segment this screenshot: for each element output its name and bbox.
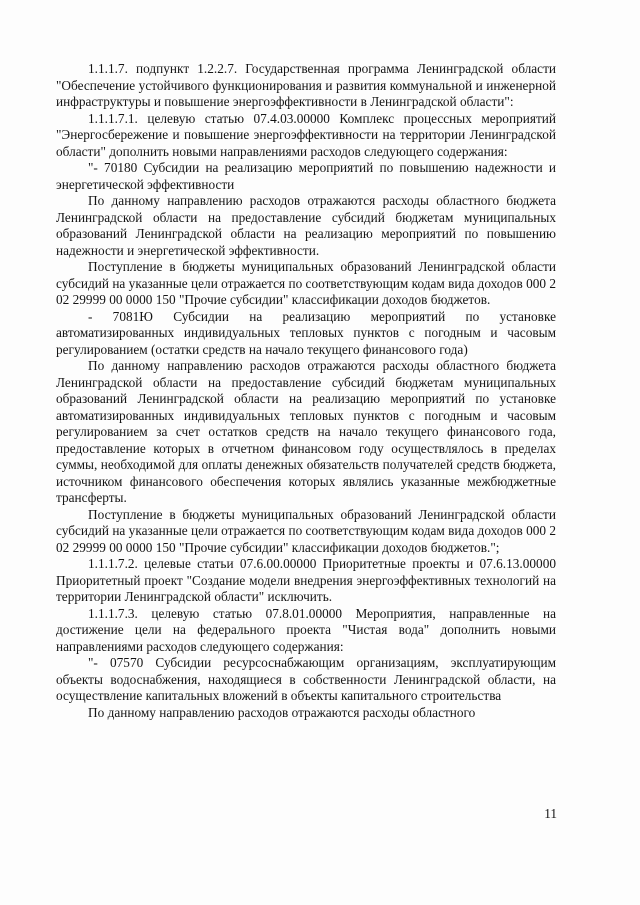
- paragraph-7081-title: - 7081Ю Субсидии на реализацию мероприятий по установке автоматизированных индивидуальных тепловых пунктов с погодным и часовым регулированием (остатки средств на начало текущего финансового года): [56, 308, 556, 357]
- paragraph-07570-title: "- 07570 Субсидии ресурсоснабжающим организациям, эксплуатирующим объекты водоснабжения, находящиеся в собственности Ленинградской области, на осуществление капитальных вложений в объекты капитального строительства: [56, 655, 556, 703]
- paragraph-1-1-1-7-3: 1.1.1.7.3. целевую статью 07.8.01.00000 Мероприятия, направленные на достижение цели на федерального проекта "Чистая вода" дополнить новыми направлениями расходов следующего содержания:: [56, 605, 556, 654]
- paragraph-1-1-1-7-2: 1.1.1.7.2. целевые статьи 07.6.00.00000 Приоритетные проекты и 07.6.13.00000 Приоритетный проект "Создание модели внедрения энергоэффективных технологий на территории Ленинградской области" исключить.: [56, 556, 556, 604]
- document-body: [56, 61, 556, 721]
- paragraph-07570-description: По данному направлению расходов отражаются расходы областного: [88, 704, 476, 720]
- paragraph-7081-description: По данному направлению расходов отражаются расходы областного бюджета Ленинградской области на предоставление субсидий бюджетам муниципальных образований Ленинградской области на реализацию мероприятий по установке автоматизированных индивидуальных тепловых пунктов с погодным и часовым регулированием за счет остатков средств на начало текущего финансового года, предоставление которых в отчетном финансовом году осуществлялось в пределах суммы, необходимой для оплаты денежных обязательств получателей средств бюджета, источником финансового обеспечения которых являлись указанные межбюджетные трансферты.: [56, 358, 556, 505]
- page-number: 11: [544, 806, 557, 821]
- paragraph-1-1-1-7: 1.1.1.7. подпункт 1.2.2.7. Государственная программа Ленинградской области "Обеспечение устойчивого функционирования и развития коммунальной и инженерной инфраструктуры и повышение энергоэффективности в Ленинградской области":: [56, 61, 556, 109]
- paragraph-70180-title: "- 70180 Субсидии на реализацию мероприятий по повышению надежности и энергетической эффективности: [56, 160, 556, 192]
- paragraph-70180-description: По данному направлению расходов отражаются расходы областного бюджета Ленинградской области на предоставление субсидий бюджетам муниципальных образований Ленинградской области на реализацию мероприятий по повышению надежности и энергетической эффективности.: [56, 193, 556, 258]
- paragraph-70180-revenue: Поступление в бюджеты муниципальных образований Ленинградской области субсидий на указанные цели отражается по соответствующим кодам вида доходов 000 2 02 29999 00 0000 150 "Прочие субсидии" классификации доходов бюджетов.: [56, 259, 556, 307]
- paragraph-1-1-1-7-1: 1.1.1.7.1. целевую статью 07.4.03.00000 Комплекс процессных мероприятий "Энергосбережение и повышение энергоэффективности на территории Ленинградской области" дополнить новыми направлениями расходов следующего содержания:: [56, 110, 556, 159]
- paragraph-7081-revenue: Поступление в бюджеты муниципальных образований Ленинградской области субсидий на указанные цели отражается по соответствующим кодам вида доходов 000 2 02 29999 00 0000 150 "Прочие субсидии" классификации доходов бюджетов.";: [56, 506, 556, 555]
